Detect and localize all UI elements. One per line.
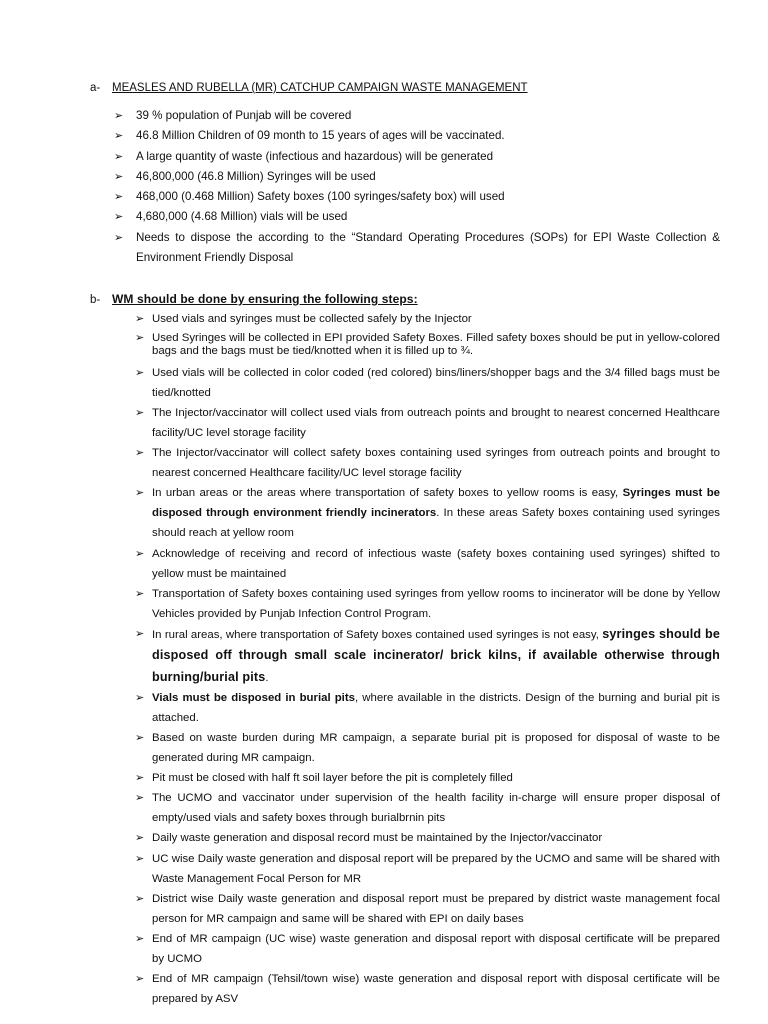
list-item: ➢ The Injector/vaccinator will collect safety boxes containing used syringes from outreach points and brought to nearest concerned Healthcare facility/UC level storage facility — [135, 443, 720, 483]
arrow-bullet-icon: ➢ — [114, 110, 124, 122]
list-item: ➢ 46,800,000 (46.8 Million) Syringes will be used — [114, 167, 720, 187]
list-item: ➢ Needs to dispose the according to the “Standard Operating Procedures (SOPs) for EPI Waste Collection & Environment Friendly Disposal — [114, 228, 720, 269]
arrow-bullet-icon: ➢ — [135, 852, 145, 865]
section-a-heading — [90, 81, 528, 95]
list-item: ➢ The Injector/vaccinator will collect used vials from outreach points and brought to nearest concerned Healthcare facility/UC level storage facility — [135, 403, 720, 443]
arrow-bullet-icon: ➢ — [135, 487, 145, 500]
list-item: ➢ In urban areas or the areas where transportation of safety boxes to yellow rooms is easy, Syringes must be disposed through environment friendly incinerators. In these areas Safety boxes containing used syringes should reach at yellow room — [135, 483, 720, 543]
arrow-bullet-icon: ➢ — [114, 150, 124, 163]
list-item: ➢ Acknowledge of receiving and record of infectious waste (safety boxes containing used syringes) shifted to yellow must be maintained — [135, 544, 720, 584]
section-a-title: MEASLES AND RUBELLA (MR) CATCHUP CAMPAIGN WASTE MANAGEMENT — [112, 82, 528, 94]
arrow-bullet-icon: ➢ — [114, 170, 124, 183]
list-item: ➢ 468,000 (0.468 Million) Safety boxes (100 syringes/safety box) will used — [114, 187, 720, 207]
list-item: ➢ District wise Daily waste generation and disposal report must be prepared by district waste management focal person for MR campaign and same will be shared with EPI on daily bases — [135, 889, 720, 929]
list-item: ➢ Used vials and syringes must be collected safely by the Injector — [135, 309, 720, 329]
arrow-bullet-icon: ➢ — [135, 332, 145, 345]
arrow-bullet-icon: ➢ — [135, 772, 145, 785]
section-b-title: WM should be done by ensuring the following steps: — [112, 292, 418, 306]
arrow-bullet-icon: ➢ — [114, 191, 124, 204]
list-item: ➢ Transportation of Safety boxes containing used syringes from yellow rooms to incinerator will be done by Yellow Vehicles provided by Punjab Infection Control Program. — [135, 584, 720, 624]
arrow-bullet-icon: ➢ — [135, 406, 145, 419]
list-item: ➢ Pit must be closed with half ft soil layer before the pit is completely filled — [135, 768, 720, 788]
arrow-bullet-icon: ➢ — [135, 366, 145, 379]
arrow-bullet-icon: ➢ — [135, 973, 145, 986]
arrow-bullet-icon: ➢ — [135, 832, 145, 845]
list-item: ➢ 4,680,000 (4.68 Million) vials will be used — [114, 207, 720, 227]
section-b-heading — [90, 292, 418, 307]
emphasis-text: Vials must be disposed in burial pits — [152, 691, 355, 704]
list-item: ➢ A large quantity of waste (infectious and hazardous) will be generated — [114, 147, 720, 167]
list-item: ➢ The UCMO and vaccinator under supervision of the health facility in-charge will ensure proper disposal of empty/used vials and safety boxes through burialbrnin pits — [135, 788, 720, 828]
section-b-prefix: b- — [90, 294, 101, 306]
list-item: ➢ 46.8 Million Children of 09 month to 15 years of ages will be vaccinated. — [114, 126, 720, 146]
list-item: ➢ In rural areas, where transportation of Safety boxes contained used syringes is not easy, syringes should be disposed off through small scale incinerator/ brick kilns, if available otherwise through burning/burial pits. — [135, 624, 720, 688]
arrow-bullet-icon: ➢ — [135, 691, 145, 704]
emphasis-text: syringes should be disposed off through small scale incinerator/ brick kilns, if available otherwise through burning/burial pits — [152, 626, 720, 684]
list-item: ➢ End of MR campaign (UC wise) waste generation and disposal report with disposal certificate will be prepared by UCMO — [135, 929, 720, 969]
emphasis-text: Syringes must be disposed through environment friendly incinerators — [152, 487, 721, 520]
arrow-bullet-icon: ➢ — [135, 731, 145, 744]
arrow-bullet-icon: ➢ — [135, 932, 145, 945]
arrow-bullet-icon: ➢ — [135, 892, 145, 905]
arrow-bullet-icon: ➢ — [114, 211, 124, 224]
list-item: ➢ Daily waste generation and disposal record must be maintained by the Injector/vaccinator — [135, 828, 720, 848]
section-a-list — [114, 106, 720, 268]
list-item: ➢ Vials must be disposed in burial pits, where available in the districts. Design of the burning and burial pit is attached. — [135, 688, 720, 728]
arrow-bullet-icon: ➢ — [135, 587, 145, 600]
arrow-bullet-icon: ➢ — [135, 792, 145, 805]
arrow-bullet-icon: ➢ — [135, 447, 145, 460]
list-item: ➢ Used vials will be collected in color coded (red colored) bins/liners/shopper bags and the 3/4 filled bags must be tied/knotted — [135, 363, 720, 403]
section-b-list — [135, 309, 720, 1009]
list-item: ➢ Based on waste burden during MR campaign, a separate burial pit is proposed for disposal of waste to be generated during MR campaign. — [135, 728, 720, 768]
list-item: ➢ Used Syringes will be collected in EPI provided Safety Boxes. Filled safety boxes should be put in yellow-colored bags and the bags must be tied/knotted when it is filled up to ¾. — [135, 332, 720, 358]
list-item: ➢ 39 % population of Punjab will be covered — [114, 106, 720, 126]
arrow-bullet-icon: ➢ — [114, 231, 124, 244]
arrow-bullet-icon: ➢ — [135, 547, 145, 560]
section-a-prefix: a- — [90, 82, 101, 94]
arrow-bullet-icon: ➢ — [114, 130, 124, 143]
list-item: ➢ UC wise Daily waste generation and disposal report will be prepared by the UCMO and same will be shared with Waste Management Focal Person for MR — [135, 849, 720, 889]
list-item: ➢ End of MR campaign (Tehsil/town wise) waste generation and disposal report with disposal certificate will be prepared by ASV — [135, 969, 720, 1009]
arrow-bullet-icon: ➢ — [135, 313, 145, 325]
arrow-bullet-icon: ➢ — [135, 627, 145, 640]
